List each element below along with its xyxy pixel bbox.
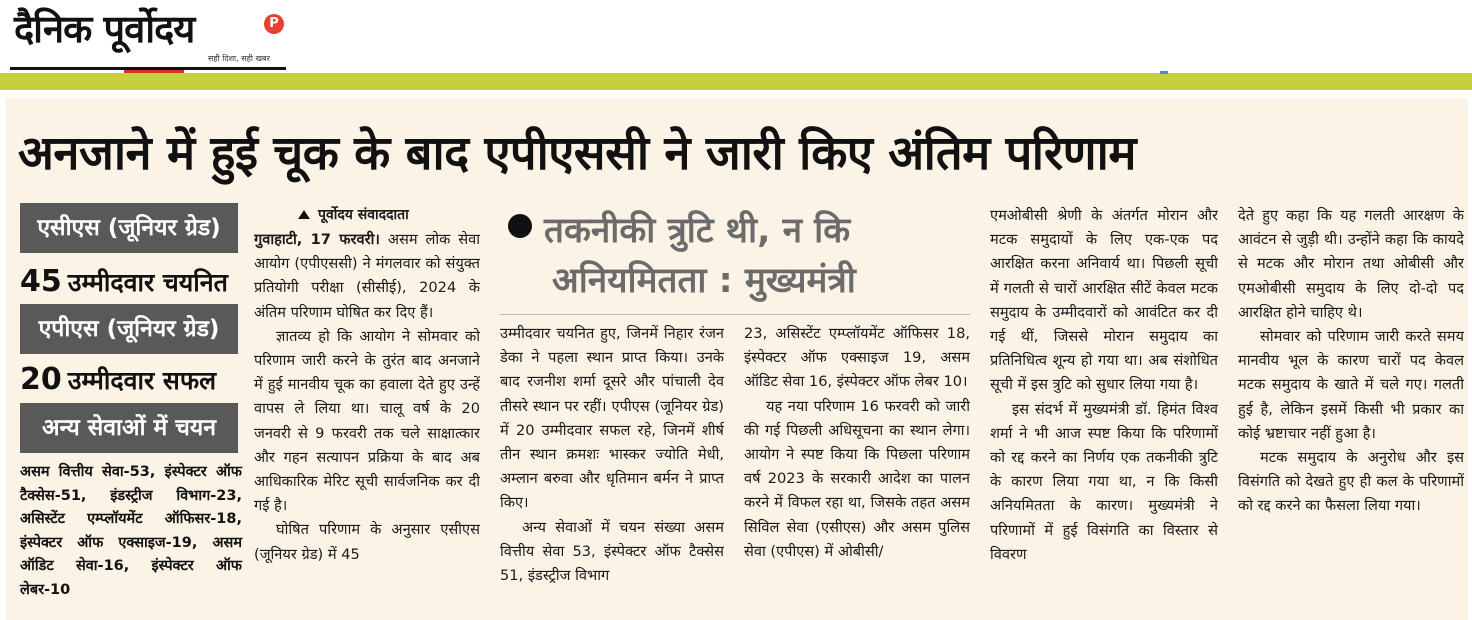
highlight-box-other-services: अन्य सेवाओं में चयन	[20, 403, 238, 453]
subhead-divider	[500, 314, 970, 315]
paragraph-text: असम लोक सेवा आयोग (एपीएससी) ने मंगलवार को संयुक्त प्रतियोगी परीक्षा (सीसीई), 2024 के अंतिम परिणाम घोषित कर दिए हैं।	[254, 231, 480, 321]
masthead	[0, 0, 1472, 72]
paragraph: उम्मीदवार चयनित हुए, जिनमें निहार रंजन डेका ने पहला स्थान प्राप्त किया। उनके बाद रजनीश शर्मा दूसरे और पांचाली देव तीसरे स्थान पर रहीं। एपीएस (जूनियर ग्रेड) में 20 उम्मीदवार सफल रहे, जिनमें शीर्ष तीन स्थान क्रमशः भास्कर ज्योति मेधी, अम्लान बरुवा और धृतिमान बर्मन ने प्राप्त किए।	[500, 325, 724, 512]
highlight-count-aps	[20, 358, 250, 402]
newspaper-logo[interactable]	[10, 4, 286, 70]
paragraph: घोषित परिणाम के अनुसार एसीएस (जूनियर ग्रेड) में 45	[254, 521, 480, 563]
triangle-icon	[298, 210, 310, 219]
logo-mark-icon: P	[264, 14, 284, 34]
article-column-1	[254, 228, 480, 620]
paragraph: ज्ञातव्य हो कि आयोग ने सोमवार को परिणाम जारी करने के तुरंत बाद अनजाने में हुई मानवीय चूक का हवाला देते हुए उन्हें वापस ले लिया था। चालू वर्ष के 20 जनवरी से 9 फरवरी तक चले साक्षात्कार और गहन सत्यापन प्रक्रिया के बाद अब आधिकारिक मेरिट सूची सार्वजनिक कर दी गई है।	[254, 327, 480, 515]
highlight-count-acs	[20, 260, 250, 304]
dateline: गुवाहाटी, 17 फरवरी।	[254, 231, 380, 248]
paragraph: मटक समुदाय के अनुरोध और इस विसंगति को देखते हुए ही कल के परिणामों को रद्द करने का फैसला लिया गया।	[1238, 449, 1464, 515]
byline-text: पूर्वोदय संवाददाता	[318, 207, 409, 223]
highlight-count-acs-label: उम्मीदवार चयनित	[67, 268, 228, 297]
article-column-3	[744, 322, 970, 620]
byline	[298, 205, 409, 224]
article-column-5	[1238, 204, 1464, 620]
paragraph: 23, असिस्टेंट एम्प्लॉयमेंट ऑफिसर 18, इंस्पेक्टर ऑफ एक्साइज 19, असम ऑडिट सेवा 16, इंस्पेक्टर ऑफ लेबर 10।	[744, 325, 970, 391]
highlight-count-aps-label: उम्मीदवार सफल	[67, 366, 217, 395]
header-divider-bar	[0, 73, 1472, 90]
paragraph	[254, 228, 480, 325]
article-headline: अनजाने में हुई चूक के बाद एपीएससी ने जारी किए अंतिम परिणाम	[18, 126, 1136, 181]
logo-tagline: सही दिशा, सही खबर	[208, 54, 270, 63]
highlight-box-aps: एपीएस (जूनियर ग्रेड)	[20, 304, 238, 354]
paragraph: सोमवार को परिणाम जारी करते समय मानवीय भूल के कारण चारों पद केवल मटक समुदाय के खाते में चले गए। गलती हुई है, लेकिन इसमें किसी भी प्रकार का कोई भ्रष्टाचार नहीं हुआ है।	[1238, 328, 1464, 442]
paragraph: इस संदर्भ में मुख्यमंत्री डॉ. हिमंत विश्व शर्मा ने भी आज स्पष्ट किया कि परिणामों को रद्द करने का निर्णय एक तकनीकी त्रुटि के कारण लिया गया था, न कि किसी अनियमितता के कारण। मुख्यमंत्री ने परिणामों में हुई विसंगति का विस्तार से विवरण	[990, 400, 1218, 563]
highlight-services-list: असम वित्तीय सेवा-53, इंस्पेक्टर ऑफ टैक्सेस-51, इंडस्ट्रीज विभाग-23, असिस्टेंट एम्प्लॉयमेंट ऑफिसर-18, इंस्पेक्टर ऑफ एक्साइज-19, असम ऑडिट सेवा-16, इंस्पेक्टर ऑफ लेबर-10	[20, 464, 242, 598]
paragraph: यह नया परिणाम 16 फरवरी को जारी की गई पिछली अधिसूचना का स्थान लेगा। आयोग ने स्पष्ट किया कि पिछला परिणाम वर्ष 2023 के सरकारी आदेश का पालन करने में विफल रहा था, जिसके तहत असम सिविल सेवा (एसीएस) और असम पुलिस सेवा (एपीएस) में ओबीसी/	[744, 397, 970, 560]
paragraph: अन्य सेवाओं में चयन संख्या असम वित्तीय सेवा 53, इंस्पेक्टर ऑफ टैक्सेस 51, इंडस्ट्रीज विभाग	[500, 518, 724, 585]
paragraph: देते हुए कहा कि यह गलती आरक्षण के आवंटन से जुड़ी थी। उन्होंने कहा कि कायदे से मटक और मोरान तथा ओबीसी और एमओबीसी समुदाय के लिए दो-दो पद आरक्षित होने चाहिए थे।	[1238, 207, 1464, 321]
highlight-count-acs-number: 45	[20, 264, 62, 299]
subhead-line-2: अनियमितता : मुख्यमंत्री	[552, 261, 856, 301]
header-marker	[1160, 71, 1168, 74]
article-column-2	[500, 322, 724, 620]
highlight-box-acs: एसीएस (जूनियर ग्रेड)	[20, 203, 238, 253]
highlight-count-aps-number: 20	[20, 362, 62, 397]
subhead-line-1: तकनीकी त्रुटि थी, न कि	[544, 211, 851, 251]
article-column-4	[990, 204, 1218, 620]
article-subhead	[508, 206, 968, 306]
paragraph: एमओबीसी श्रेणी के अंतर्गत मोरान और मटक समुदायों के लिए एक-एक पद आरक्षित करना अनिवार्य था। पिछली सूची में गलती से चारों आरक्षित सीटें केवल मटक समुदाय के उम्मीदवारों को आवंटित कर दी गई थीं, जिससे मोरान समुदाय का प्रतिनिधित्व शून्य हो गया था। अब संशोधित सूची में इस त्रुटि को सुधार लिया गया है।	[990, 207, 1218, 394]
logo-text: दैनिक पूर्वोदय	[14, 7, 195, 51]
bullet-icon	[508, 214, 532, 238]
